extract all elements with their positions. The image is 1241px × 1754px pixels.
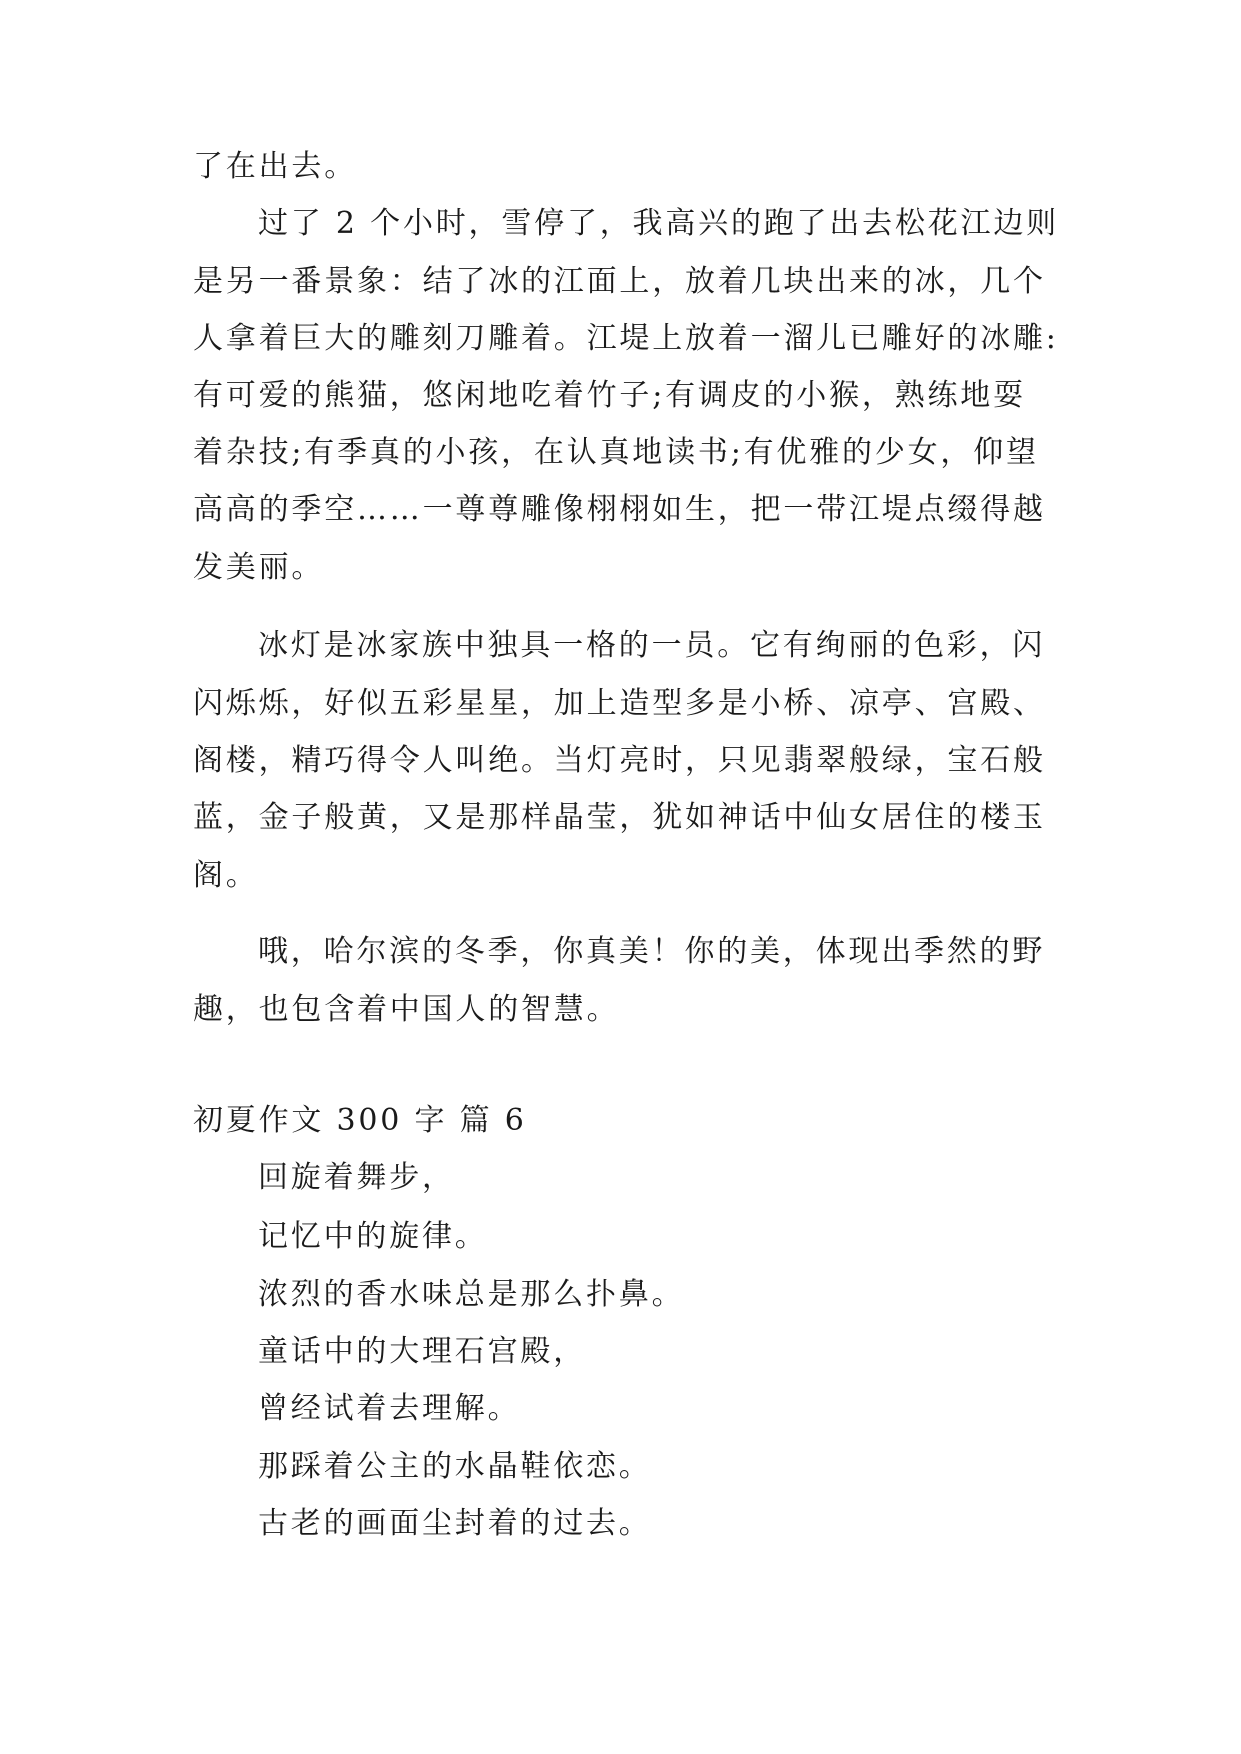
paragraph-line: 发美丽。 [193,550,325,585]
paragraph-line: 阁楼，精巧得令人叫绝。当灯亮时，只见翡翠般绿，宝石般 [193,743,1046,778]
paragraph-line: 蓝，金子般黄，又是那样晶莹，犹如神话中仙女居住的楼玉 [193,800,1046,835]
paragraph-line: 阁。 [193,858,259,893]
paragraph-line: 闪烁烁，好似五彩星星，加上造型多是小桥、凉亭、宫殿、 [193,686,1046,721]
paragraph-line: 哦，哈尔滨的冬季，你真美！你的美，体现出季然的野 [258,934,1046,969]
paragraph-line: 了在出去。 [193,149,357,184]
poem-line: 记忆中的旋律。 [258,1219,488,1254]
paragraph-line: 着杂技;有季真的小孩，在认真地读书;有优雅的少女，仰望 [193,435,1039,470]
paragraph-line: 冰灯是冰家族中独具一格的一员。它有绚丽的色彩，闪 [258,628,1046,663]
poem-line: 童话中的大理石宫殿， [258,1334,586,1369]
paragraph-line: 人拿着巨大的雕刻刀雕着。江堤上放着一溜儿已雕好的冰雕: [193,321,1059,356]
poem-line: 回旋着舞步， [258,1160,455,1195]
paragraph-line: 高高的季空……一尊尊雕像栩栩如生，把一带江堤点缀得越 [193,492,1046,527]
paragraph-line: 是另一番景象：结了冰的江面上，放着几块出来的冰，几个 [193,264,1046,299]
poem-line: 曾经试着去理解。 [258,1391,521,1426]
poem-line: 浓烈的香水味总是那么扑鼻。 [258,1277,685,1312]
section-heading: 初夏作文 300 字 篇 6 [193,1103,527,1138]
paragraph-line: 有可爱的熊猫，悠闲地吃着竹子;有调皮的小猴，熟练地耍 [193,378,1026,413]
poem-line: 那踩着公主的水晶鞋依恋。 [258,1449,652,1484]
paragraph-line: 过了 2 个小时，雪停了，我高兴的跑了出去松花江边则 [258,206,1059,241]
paragraph-line: 趣，也包含着中国人的智慧。 [193,992,620,1027]
poem-line: 古老的画面尘封着的过去。 [258,1506,652,1541]
